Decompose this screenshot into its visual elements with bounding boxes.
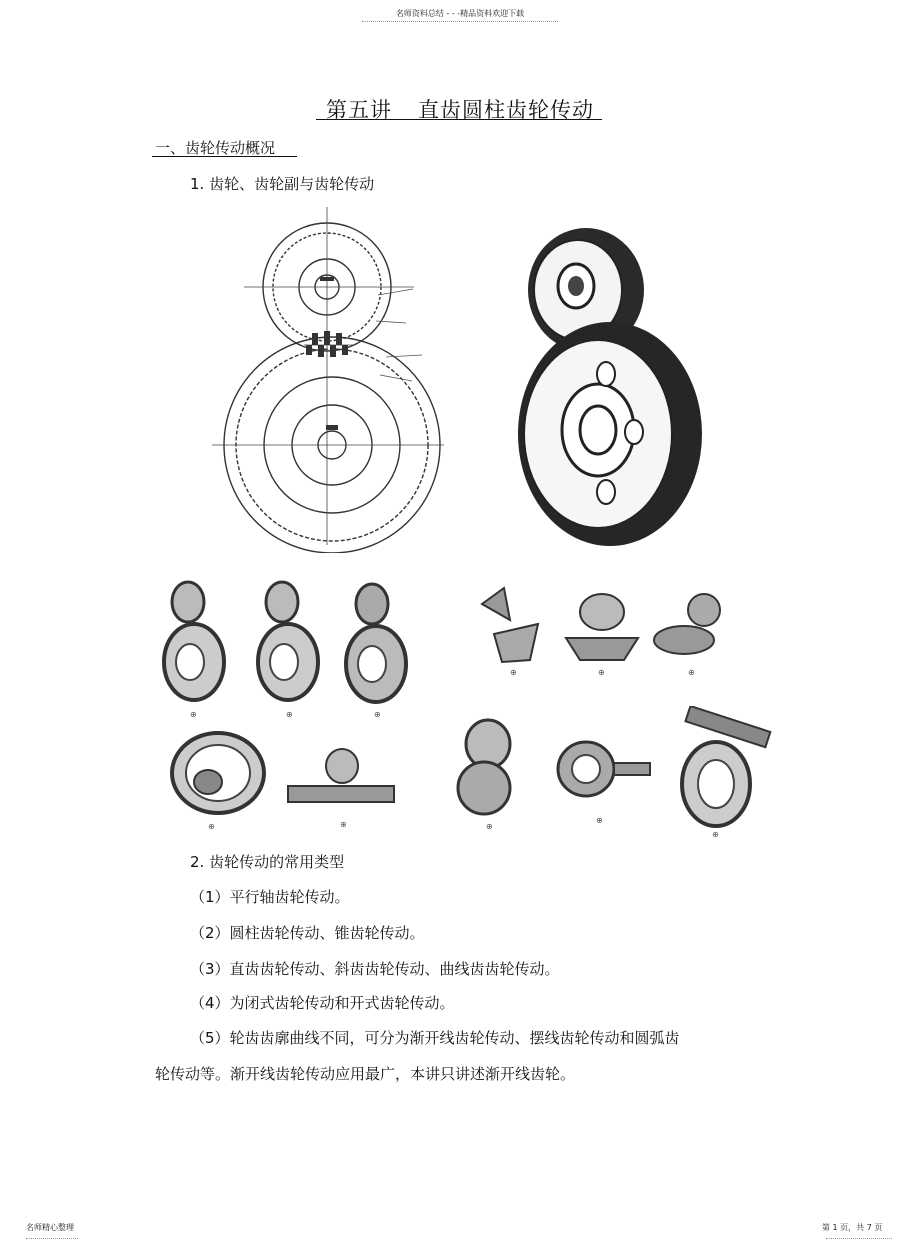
footer-right-divider xyxy=(826,1238,892,1239)
spur-gear-pair xyxy=(158,578,228,704)
subsection-heading-2: 2. 齿轮传动的常用类型 xyxy=(190,853,345,871)
caption-d: ⊕ xyxy=(510,668,517,677)
caption-k: ⊕ xyxy=(712,830,719,839)
page-header: 名师资料总结 - - -精品资料欢迎下载 xyxy=(395,9,525,18)
caption-i: ⊕ xyxy=(486,822,493,831)
type-item-4: （4）为闭式齿轮传动和开式齿轮传动。 xyxy=(190,994,455,1012)
caption-g: ⊕ xyxy=(208,822,215,831)
caption-j: ⊕ xyxy=(596,816,603,825)
type-item-5: （5）轮齿齿廓曲线不同，可分为渐开线齿轮传动、摆线齿轮传动和圆弧齿 xyxy=(190,1029,680,1047)
type-item-5-continuation: 轮传动等。渐开线齿轮传动应用最广，本讲只讲述渐开线齿轮。 xyxy=(155,1065,576,1083)
footer-page-number: 第 1 页，共 7 页 xyxy=(822,1223,883,1232)
gear-pair-line-drawing xyxy=(208,205,448,553)
bevel-gear-helical xyxy=(560,588,644,664)
type-item-1: （1）平行轴齿轮传动。 xyxy=(190,888,350,906)
caption-e: ⊕ xyxy=(598,668,605,677)
caption-c: ⊕ xyxy=(374,710,381,719)
subsection-heading-1: 1. 齿轮、齿轮副与齿轮传动 xyxy=(190,175,375,193)
caption-b: ⊕ xyxy=(286,710,293,719)
type-item-2: （2）圆柱齿轮传动、锥齿轮传动。 xyxy=(190,924,425,942)
helical-gear-pair xyxy=(252,578,322,704)
internal-gear xyxy=(168,730,268,816)
bevel-gear-straight xyxy=(474,584,546,666)
herringbone-gear-pair xyxy=(340,580,410,706)
crossed-helical-gears xyxy=(452,716,524,818)
section-underline xyxy=(152,156,297,157)
lecture-number: 第五讲 xyxy=(326,98,392,122)
hypoid-gear xyxy=(556,740,652,798)
caption-h: ⊕ xyxy=(340,820,347,829)
caption-f: ⊕ xyxy=(688,668,695,677)
caption-a: ⊕ xyxy=(190,710,197,719)
header-divider xyxy=(362,21,558,22)
type-item-3: （3）直齿齿轮传动、斜齿齿轮传动、曲线齿齿轮传动。 xyxy=(190,960,560,978)
worm-gear xyxy=(676,706,772,830)
rack-and-pinion xyxy=(286,746,396,806)
title-underline xyxy=(316,119,602,120)
section-heading: 一、齿轮传动概况 xyxy=(155,139,276,157)
gear-pair-3d xyxy=(514,224,704,552)
bevel-gear-curved xyxy=(650,592,728,662)
lecture-topic: 直齿圆柱齿轮传动 xyxy=(418,98,594,122)
footer-left-divider xyxy=(26,1238,78,1239)
footer-left: 名师精心整理 xyxy=(26,1223,74,1232)
